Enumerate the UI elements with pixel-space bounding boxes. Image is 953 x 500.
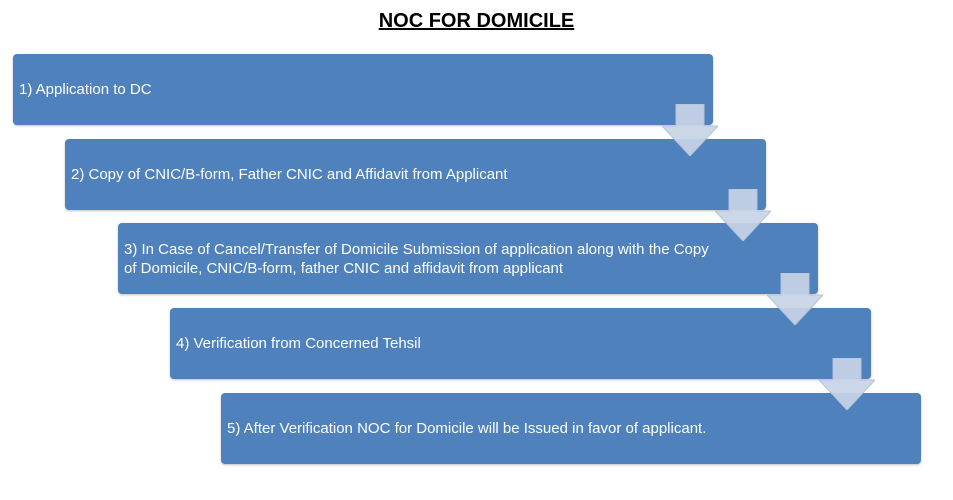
step-3-box bbox=[118, 223, 818, 294]
down-arrow-icon bbox=[819, 358, 875, 410]
step-5-box bbox=[221, 393, 921, 464]
step-4-box bbox=[170, 308, 871, 379]
step-1-box bbox=[13, 54, 713, 125]
step-2-box bbox=[65, 139, 766, 210]
step-2-label: 2) Copy of CNIC/B-form, Father CNIC and Affidavit from Applicant bbox=[71, 166, 508, 183]
down-arrow-icon bbox=[767, 273, 823, 325]
step-5-label: 5) After Verification NOC for Domicile will be Issued in favor of applicant. bbox=[227, 420, 707, 437]
step-4-label: 4) Verification from Concerned Tehsil bbox=[176, 335, 421, 352]
down-arrow-icon bbox=[662, 104, 718, 156]
page-title: NOC FOR DOMICILE bbox=[378, 10, 575, 32]
step-1-label: 1) Application to DC bbox=[19, 81, 152, 98]
down-arrow-icon bbox=[715, 189, 771, 241]
step-3-label: 3) In Case of Cancel/Transfer of Domicile Submission of application along with the Copy of Domicile, CNIC/B-form, father CNIC and affidavit from applicant bbox=[124, 240, 709, 277]
